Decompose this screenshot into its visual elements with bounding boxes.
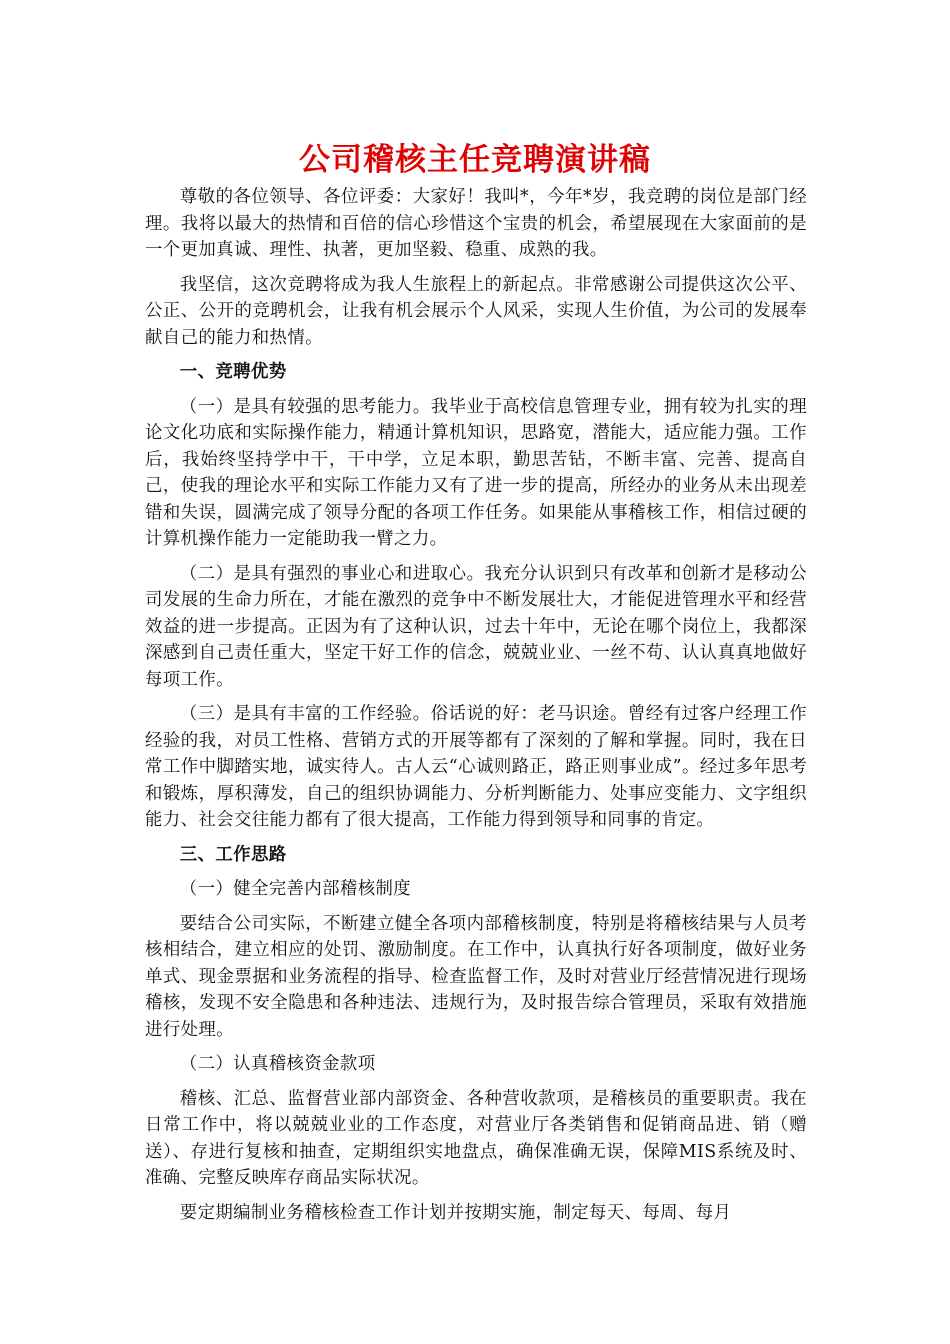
paragraph-advantage-1: （一）是具有较强的思考能力。我毕业于高校信息管理专业，拥有较为扎实的理论文化功底和实际操作能力，精通计算机知识，思路宽，潜能大，适应能力强。工作后，我始终坚持学中干，干中学，立足本职，勤思苦钻，不断丰富、完善、提高自己，使我的理论水平和实际工作能力又有了进一步的提高，所经办的业务从未出现差错和失误，圆满完成了领导分配的各项工作任务。如果能从事稽核工作，相信过硬的计算机操作能力一定能助我一臂之力。 bbox=[145, 396, 807, 549]
subheading-audit-funds: （二）认真稽核资金款项 bbox=[179, 1054, 376, 1074]
document-title: 公司稽核主任竞聘演讲稿 bbox=[299, 142, 651, 178]
section-heading-advantages: 一、竞聘优势 bbox=[179, 362, 287, 382]
paragraph-greeting: 尊敬的各位领导、各位评委：大家好！我叫*，今年*岁，我竞聘的岗位是部门经理。我将以最大的热情和百倍的信心珍惜这个宝贵的机会，希望展现在大家面前的是一个更加真诚、理性、执著，更加坚毅、稳重、成熟的我。 bbox=[145, 187, 807, 260]
paragraph-belief: 我坚信，这次竞聘将成为我人生旅程上的新起点。非常感谢公司提供这次公平、公正、公开的竞聘机会，让我有机会展示个人风采，实现人生价值，为公司的发展奉献自己的能力和热情。 bbox=[145, 274, 807, 348]
paragraph-advantage-3: （三）是具有丰富的工作经验。俗话说的好：老马识途。曾经有过客户经理工作经验的我，对员工性格、营销方式的开展等都有了深刻的了解和掌握。同时，我在日常工作中脚踏实地，诚实待人。古人云“心诚则路正，路正则事业成”。经过多年思考和锻炼，厚积薄发，自己的组织协调能力、分析判断能力、处事应变能力、文字组织能力、社会交往能力都有了很大提高，工作能力得到领导和同事的肯定。 bbox=[145, 704, 807, 830]
paragraph-audit-system: 要结合公司实际，不断建立健全各项内部稽核制度，特别是将稽核结果与人员考核相结合，建立相应的处罚、激励制度。在工作中，认真执行好各项制度，做好业务单式、现金票据和业务流程的指导、检查监督工作，及时对营业厅经营情况进行现场稽核，发现不安全隐患和各种违法、违规行为，及时报告综合管理员，采取有效措施进行处理。 bbox=[145, 913, 807, 1040]
paragraph-audit-funds: 稽核、汇总、监督营业部内部资金、各种营收款项，是稽核员的重要职责。我在日常工作中，将以兢兢业业的工作态度，对营业厅各类销售和促销商品进、销（赠送）、存进行复核和抽查，定期组织实地盘点，确保准确无误，保障MIS系统及时、准确、完整反映库存商品实际状况。 bbox=[145, 1088, 807, 1188]
document-body bbox=[145, 184, 807, 1226]
paragraph-advantage-2: （二）是具有强烈的事业心和进取心。我充分认识到只有改革和创新才是移动公司发展的生命力所在，才能在激烈的竞争中不断发展壮大，才能促进管理水平和经营效益的进一步提高。正因为有了这种认识，过去十年中，无论在哪个岗位上，我都深深感到自己责任重大，坚定干好工作的信念，兢兢业业、一丝不苟、认认真真地做好每项工作。 bbox=[145, 563, 807, 690]
paragraph-audit-plan: 要定期编制业务稽核检查工作计划并按期实施，制定每天、每周、每月 bbox=[179, 1202, 732, 1223]
subheading-audit-system: （一）健全完善内部稽核制度 bbox=[179, 879, 412, 899]
section-heading-work-plan: 三、工作思路 bbox=[179, 844, 287, 865]
